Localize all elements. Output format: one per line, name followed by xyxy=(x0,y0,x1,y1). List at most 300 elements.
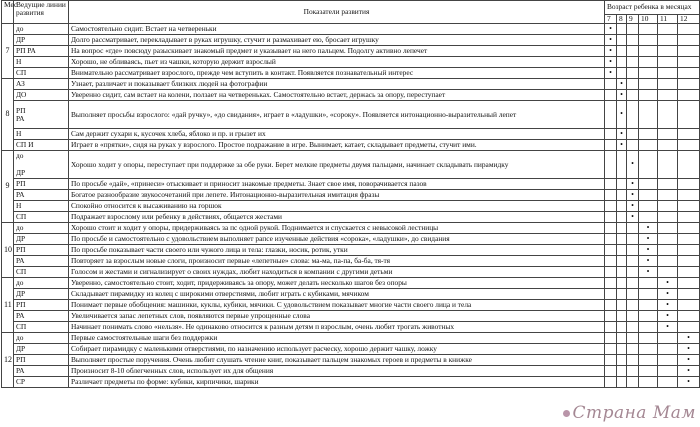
age-mark-cell xyxy=(605,35,617,46)
indicator-cell: Подражает взрослому или ребенку в действиях, общается жестами xyxy=(69,212,605,223)
indicator-cell: Играет в «прятки», сидя на руках у взрослого. Простое подражание в игре. Вынимает, катает, складывает предметы, стучит ими. xyxy=(69,140,605,151)
age-12: 12 xyxy=(678,15,700,24)
table-row xyxy=(2,267,700,278)
header-month: Мес xyxy=(2,1,14,24)
line-cell: СП xyxy=(14,68,69,79)
table-row xyxy=(2,201,700,212)
age-mark-cell xyxy=(639,289,658,300)
line-cell: ДР xyxy=(14,344,69,355)
age-mark-cell xyxy=(605,24,617,35)
indicator-cell: Складывает пирамидку из колец с широкими отверстиями, любит играть с кубиками, мячиком xyxy=(69,289,605,300)
age-mark-cell xyxy=(639,245,658,256)
line-cell: РП xyxy=(14,300,69,311)
age-mark-cell xyxy=(627,90,639,101)
age-mark-cell xyxy=(617,355,627,366)
age-mark-cell xyxy=(678,355,700,366)
age-mark-cell xyxy=(658,101,678,129)
month-cell: 11 xyxy=(2,278,14,333)
age-mark-cell xyxy=(639,151,658,179)
line-cell: до xyxy=(14,333,69,344)
age-mark-cell xyxy=(678,344,700,355)
table-row xyxy=(2,57,700,68)
age-mark-cell xyxy=(627,201,639,212)
age-mark-cell xyxy=(658,140,678,151)
month-cell: 10 xyxy=(2,223,14,278)
age-mark-cell xyxy=(605,289,617,300)
indicator-cell: Уверенно, самостоятельно стоит, ходит, придерживаясь за опору, может делать несколько шагов без опоры xyxy=(69,278,605,289)
age-mark-cell xyxy=(639,35,658,46)
line-cell: РП РА xyxy=(14,46,69,57)
mark-dot-icon: • xyxy=(646,222,650,232)
table-row xyxy=(2,245,700,256)
age-mark-cell xyxy=(617,289,627,300)
age-mark-cell xyxy=(605,90,617,101)
age-mark-cell xyxy=(617,101,627,129)
mark-dot-icon: • xyxy=(666,310,669,320)
mark-dot-icon: • xyxy=(666,321,669,331)
line-cell: СП И xyxy=(14,140,69,151)
age-mark-cell xyxy=(627,245,639,256)
age-mark-cell xyxy=(678,201,700,212)
age-mark-cell xyxy=(678,366,700,377)
age-mark-cell xyxy=(639,377,658,388)
age-mark-cell xyxy=(627,101,639,129)
month-cell: 7 xyxy=(2,24,14,79)
line-cell: Н xyxy=(14,201,69,212)
table-row xyxy=(2,278,700,289)
age-mark-cell xyxy=(605,101,617,129)
age-mark-cell xyxy=(605,278,617,289)
age-mark-cell xyxy=(639,311,658,322)
age-mark-cell xyxy=(627,212,639,223)
age-mark-cell xyxy=(605,140,617,151)
line-cell: ДР xyxy=(14,35,69,46)
age-mark-cell xyxy=(605,68,617,79)
age-mark-cell xyxy=(658,333,678,344)
mark-dot-icon: • xyxy=(666,299,669,309)
mark-dot-icon: • xyxy=(687,332,690,342)
table-row xyxy=(2,129,700,140)
age-mark-cell xyxy=(617,245,627,256)
age-mark-cell xyxy=(639,355,658,366)
age-mark-cell xyxy=(627,377,639,388)
age-mark-cell xyxy=(658,234,678,245)
table-row xyxy=(2,24,700,35)
age-mark-cell xyxy=(605,151,617,179)
age-mark-cell xyxy=(639,212,658,223)
age-mark-cell xyxy=(639,234,658,245)
age-mark-cell xyxy=(617,278,627,289)
age-mark-cell xyxy=(627,24,639,35)
mark-dot-icon: • xyxy=(609,23,612,33)
age-mark-cell xyxy=(658,90,678,101)
age-mark-cell xyxy=(639,57,658,68)
indicator-cell: Произносит 8-10 облегченных слов, использует их для общения xyxy=(69,366,605,377)
table-body xyxy=(2,24,700,388)
table-row xyxy=(2,344,700,355)
age-mark-cell xyxy=(617,377,627,388)
age-mark-cell xyxy=(658,267,678,278)
age-mark-cell xyxy=(639,344,658,355)
line-cell: до ДР xyxy=(14,151,69,179)
mark-dot-icon: • xyxy=(620,139,623,149)
age-mark-cell xyxy=(605,366,617,377)
age-mark-cell xyxy=(617,344,627,355)
age-mark-cell xyxy=(658,129,678,140)
age-mark-cell xyxy=(605,300,617,311)
line-cell: Н xyxy=(14,57,69,68)
age-mark-cell xyxy=(658,289,678,300)
header-indicators: Показатели развития xyxy=(69,1,605,24)
age-mark-cell xyxy=(639,300,658,311)
line-cell: РП xyxy=(14,355,69,366)
age-mark-cell xyxy=(627,366,639,377)
indicator-cell: Выполняет простые поручения. Очень любит слушать чтение книг, показывает пальцем знакомых героев и предметы в книжке xyxy=(69,355,605,366)
age-mark-cell xyxy=(605,212,617,223)
age-10: 10 xyxy=(639,15,658,24)
age-mark-cell xyxy=(658,322,678,333)
indicator-cell: Собирает пирамидку с маленькими отверстиями, по назначению использует расческу, хорошо держит чашку, ложку xyxy=(69,344,605,355)
age-mark-cell xyxy=(605,322,617,333)
table-row xyxy=(2,179,700,190)
age-mark-cell xyxy=(627,322,639,333)
mark-dot-icon: • xyxy=(620,109,623,119)
age-mark-cell xyxy=(678,300,700,311)
line-cell: Н xyxy=(14,129,69,140)
age-mark-cell xyxy=(639,24,658,35)
indicator-cell: Внимательно рассматривает взрослого, прежде чем вступить в контакт. Появляется познавательный интерес xyxy=(69,68,605,79)
indicator-cell: Хорошо, не обливаясь, пьет из чашки, которую держит взрослый xyxy=(69,57,605,68)
age-mark-cell xyxy=(678,35,700,46)
age-mark-cell xyxy=(639,68,658,79)
age-mark-cell xyxy=(617,201,627,212)
age-8: 8 xyxy=(617,15,627,24)
table-row xyxy=(2,68,700,79)
line-cell: ДР xyxy=(14,289,69,300)
age-mark-cell xyxy=(627,79,639,90)
table-row xyxy=(2,311,700,322)
age-mark-cell xyxy=(658,212,678,223)
mark-dot-icon: • xyxy=(620,78,623,88)
age-mark-cell xyxy=(678,129,700,140)
age-11: 11 xyxy=(658,15,678,24)
age-mark-cell xyxy=(617,333,627,344)
table-row xyxy=(2,223,700,234)
age-mark-cell xyxy=(605,179,617,190)
mark-dot-icon: • xyxy=(609,67,612,77)
age-mark-cell xyxy=(678,140,700,151)
age-mark-cell xyxy=(658,46,678,57)
age-mark-cell xyxy=(617,223,627,234)
age-mark-cell xyxy=(639,223,658,234)
age-mark-cell xyxy=(678,278,700,289)
indicator-cell: По просьбе показывает части своего или чужого лица и тела: глазки, носик, ротик, утки xyxy=(69,245,605,256)
age-mark-cell xyxy=(617,79,627,90)
age-mark-cell xyxy=(617,190,627,201)
indicator-cell: Долго рассматривает, перекладывает в руках игрушку, стучит и размахивает ею, бросает игрушку xyxy=(69,35,605,46)
mark-dot-icon: • xyxy=(620,89,623,99)
watermark-dot-icon xyxy=(563,410,570,417)
age-mark-cell xyxy=(605,223,617,234)
age-mark-cell xyxy=(639,201,658,212)
age-mark-cell xyxy=(678,101,700,129)
table-row xyxy=(2,289,700,300)
age-mark-cell xyxy=(617,24,627,35)
age-9: 9 xyxy=(627,15,639,24)
mark-dot-icon: • xyxy=(631,159,634,169)
mark-dot-icon: • xyxy=(687,376,690,386)
indicator-cell: Различает предметы по форме: кубики, кирпичики, шарики xyxy=(69,377,605,388)
development-table xyxy=(1,0,700,388)
age-mark-cell xyxy=(678,212,700,223)
table-row xyxy=(2,322,700,333)
age-mark-cell xyxy=(639,256,658,267)
age-mark-cell xyxy=(617,151,627,179)
line-cell: до xyxy=(14,223,69,234)
mark-dot-icon: • xyxy=(646,233,650,243)
table-row xyxy=(2,300,700,311)
indicator-cell: Первые самостоятельные шаги без поддержки xyxy=(69,333,605,344)
table-row xyxy=(2,35,700,46)
age-mark-cell xyxy=(658,311,678,322)
age-mark-cell xyxy=(605,245,617,256)
age-mark-cell xyxy=(627,300,639,311)
age-mark-cell xyxy=(678,57,700,68)
age-mark-cell xyxy=(658,278,678,289)
age-mark-cell xyxy=(627,151,639,179)
mark-dot-icon: • xyxy=(646,266,650,276)
indicator-cell: Богатое разнообразие звукосочетаний при лепете. Интонационно-выразительная имитация фразы xyxy=(69,190,605,201)
watermark-text: Страна Мам xyxy=(572,403,696,423)
table-row xyxy=(2,151,700,179)
age-mark-cell xyxy=(658,300,678,311)
table-row xyxy=(2,212,700,223)
age-mark-cell xyxy=(627,311,639,322)
line-cell: РП xyxy=(14,245,69,256)
age-mark-cell xyxy=(605,46,617,57)
age-mark-cell xyxy=(605,344,617,355)
age-mark-cell xyxy=(627,344,639,355)
age-mark-cell xyxy=(627,190,639,201)
header-age: Возраст ребенка в месяцах xyxy=(605,1,700,15)
age-mark-cell xyxy=(617,256,627,267)
table-row xyxy=(2,140,700,151)
age-mark-cell xyxy=(605,190,617,201)
indicator-cell: Понимает первые обобщения: машинки, куклы, кубики, мячики. С удовольствием показывает многие части своего лица и тела xyxy=(69,300,605,311)
header-lines: Ведущие линии развития xyxy=(14,1,69,24)
age-mark-cell xyxy=(639,267,658,278)
table-row xyxy=(2,46,700,57)
table-row xyxy=(2,377,700,388)
age-mark-cell xyxy=(658,79,678,90)
age-mark-cell xyxy=(617,322,627,333)
age-mark-cell xyxy=(627,223,639,234)
age-mark-cell xyxy=(678,90,700,101)
age-mark-cell xyxy=(605,333,617,344)
age-mark-cell xyxy=(678,333,700,344)
age-mark-cell xyxy=(658,151,678,179)
mark-dot-icon: • xyxy=(646,244,650,254)
indicator-cell: Спокойно относится к высаживанию на горшок xyxy=(69,201,605,212)
age-mark-cell xyxy=(617,234,627,245)
month-cell: 8 xyxy=(2,79,14,151)
mark-dot-icon: • xyxy=(631,200,634,210)
age-mark-cell xyxy=(678,322,700,333)
mark-dot-icon: • xyxy=(666,288,669,298)
age-mark-cell xyxy=(627,234,639,245)
age-mark-cell xyxy=(605,355,617,366)
age-mark-cell xyxy=(658,223,678,234)
mark-dot-icon: • xyxy=(609,45,612,55)
age-mark-cell xyxy=(678,68,700,79)
indicator-cell: Уверенно сидит, сам встает на колени, ползает на четвереньках. Самостоятельно встает, держась за опору, переступает xyxy=(69,90,605,101)
line-cell: СР xyxy=(14,377,69,388)
indicator-cell: Начинает понимать слово «нельзя». Не одинаково относится к разным детям п взрослым, очень любит трогать животных xyxy=(69,322,605,333)
age-mark-cell xyxy=(627,140,639,151)
age-mark-cell xyxy=(658,35,678,46)
age-mark-cell xyxy=(627,57,639,68)
age-mark-cell xyxy=(617,179,627,190)
age-mark-cell xyxy=(639,190,658,201)
line-cell: ДО xyxy=(14,90,69,101)
table-row xyxy=(2,234,700,245)
age-mark-cell xyxy=(658,190,678,201)
indicator-cell: Узнает, различает и показывает близких людей на фотографии xyxy=(69,79,605,90)
age-mark-cell xyxy=(617,366,627,377)
line-cell: СП xyxy=(14,267,69,278)
age-mark-cell xyxy=(678,79,700,90)
age-mark-cell xyxy=(617,267,627,278)
line-cell: РП xyxy=(14,179,69,190)
age-mark-cell xyxy=(605,256,617,267)
table-row xyxy=(2,366,700,377)
mark-dot-icon: • xyxy=(631,189,634,199)
age-mark-cell xyxy=(658,377,678,388)
age-mark-cell xyxy=(605,267,617,278)
line-cell: до xyxy=(14,278,69,289)
age-mark-cell xyxy=(627,333,639,344)
age-mark-cell xyxy=(639,129,658,140)
age-mark-cell xyxy=(627,289,639,300)
line-cell: ДР xyxy=(14,234,69,245)
indicator-cell: Голосом и жестами и сигнализирует о своих нуждах, любит находиться в компании с другими детьми xyxy=(69,267,605,278)
mark-dot-icon: • xyxy=(687,354,690,364)
age-mark-cell xyxy=(627,278,639,289)
age-mark-cell xyxy=(678,179,700,190)
age-mark-cell xyxy=(678,46,700,57)
mark-dot-icon: • xyxy=(646,255,650,265)
mark-dot-icon: • xyxy=(620,128,623,138)
month-cell: 9 xyxy=(2,151,14,223)
table-row xyxy=(2,79,700,90)
age-mark-cell xyxy=(627,129,639,140)
age-mark-cell xyxy=(627,267,639,278)
mark-dot-icon: • xyxy=(687,343,690,353)
age-mark-cell xyxy=(617,57,627,68)
age-mark-cell xyxy=(678,256,700,267)
age-mark-cell xyxy=(658,366,678,377)
age-mark-cell xyxy=(658,179,678,190)
age-mark-cell xyxy=(617,311,627,322)
line-cell: РА xyxy=(14,256,69,267)
table-row xyxy=(2,90,700,101)
age-mark-cell xyxy=(617,212,627,223)
indicator-cell: По просьбе «дай», «принеси» отыскивает и приносит знакомые предметы. Знает свое имя, поворачивается пазов xyxy=(69,179,605,190)
age-mark-cell xyxy=(605,129,617,140)
age-mark-cell xyxy=(605,377,617,388)
indicator-cell: Сам держит сухари к, кусочек хлеба, яблоко и пр. и грызет их xyxy=(69,129,605,140)
table-row xyxy=(2,101,700,129)
age-mark-cell xyxy=(627,35,639,46)
age-mark-cell xyxy=(605,57,617,68)
age-mark-cell xyxy=(639,322,658,333)
indicator-cell: Самостоятельно сидит. Встает на четвереньки xyxy=(69,24,605,35)
line-cell: РА xyxy=(14,311,69,322)
line-cell: СП xyxy=(14,322,69,333)
age-mark-cell xyxy=(658,24,678,35)
age-mark-cell xyxy=(605,79,617,90)
age-mark-cell xyxy=(639,101,658,129)
age-mark-cell xyxy=(678,223,700,234)
age-mark-cell xyxy=(627,46,639,57)
age-mark-cell xyxy=(605,234,617,245)
line-cell: СП xyxy=(14,212,69,223)
age-mark-cell xyxy=(678,234,700,245)
age-mark-cell xyxy=(678,24,700,35)
age-mark-cell xyxy=(678,311,700,322)
age-mark-cell xyxy=(627,256,639,267)
line-cell: до xyxy=(14,24,69,35)
age-mark-cell xyxy=(658,256,678,267)
age-mark-cell xyxy=(639,90,658,101)
age-mark-cell xyxy=(617,140,627,151)
age-mark-cell xyxy=(639,179,658,190)
age-mark-cell xyxy=(678,377,700,388)
age-mark-cell xyxy=(639,366,658,377)
age-mark-cell xyxy=(678,190,700,201)
age-mark-cell xyxy=(658,57,678,68)
table-row xyxy=(2,256,700,267)
watermark-logo xyxy=(563,403,696,423)
age-mark-cell xyxy=(627,179,639,190)
age-mark-cell xyxy=(605,201,617,212)
age-mark-cell xyxy=(658,201,678,212)
age-mark-cell xyxy=(658,68,678,79)
mark-dot-icon: • xyxy=(687,365,690,375)
age-mark-cell xyxy=(678,151,700,179)
age-mark-cell xyxy=(627,68,639,79)
line-cell: РА xyxy=(14,366,69,377)
indicator-cell: Хорошо ходит у опоры, переступает при поддержке за обе руки. Берет мелкие предметы двумя пальцами, начинает складывать пирамидку xyxy=(69,151,605,179)
mark-dot-icon: • xyxy=(631,211,634,221)
indicator-cell: Повторяет за взрослым новые слоги, произносит первые «лепетные» слова: ма-ма, па-па, ба-ба, тя-тя xyxy=(69,256,605,267)
age-mark-cell xyxy=(617,46,627,57)
age-mark-cell xyxy=(617,35,627,46)
table-row xyxy=(2,355,700,366)
age-mark-cell xyxy=(658,344,678,355)
age-mark-cell xyxy=(639,278,658,289)
age-mark-cell xyxy=(639,46,658,57)
mark-dot-icon: • xyxy=(609,56,612,66)
age-mark-cell xyxy=(617,90,627,101)
indicator-cell: Увеличивается запас лепетных слов, появляются первые упрощенные слова xyxy=(69,311,605,322)
age-mark-cell xyxy=(617,300,627,311)
mark-dot-icon: • xyxy=(631,178,634,188)
age-mark-cell xyxy=(678,267,700,278)
table-row xyxy=(2,190,700,201)
line-cell: РА xyxy=(14,190,69,201)
indicator-cell: Хорошо стоит и ходит у опоры, придерживаясь за пс одной рукой. Поднимается и спускается с невысокой лестницы xyxy=(69,223,605,234)
